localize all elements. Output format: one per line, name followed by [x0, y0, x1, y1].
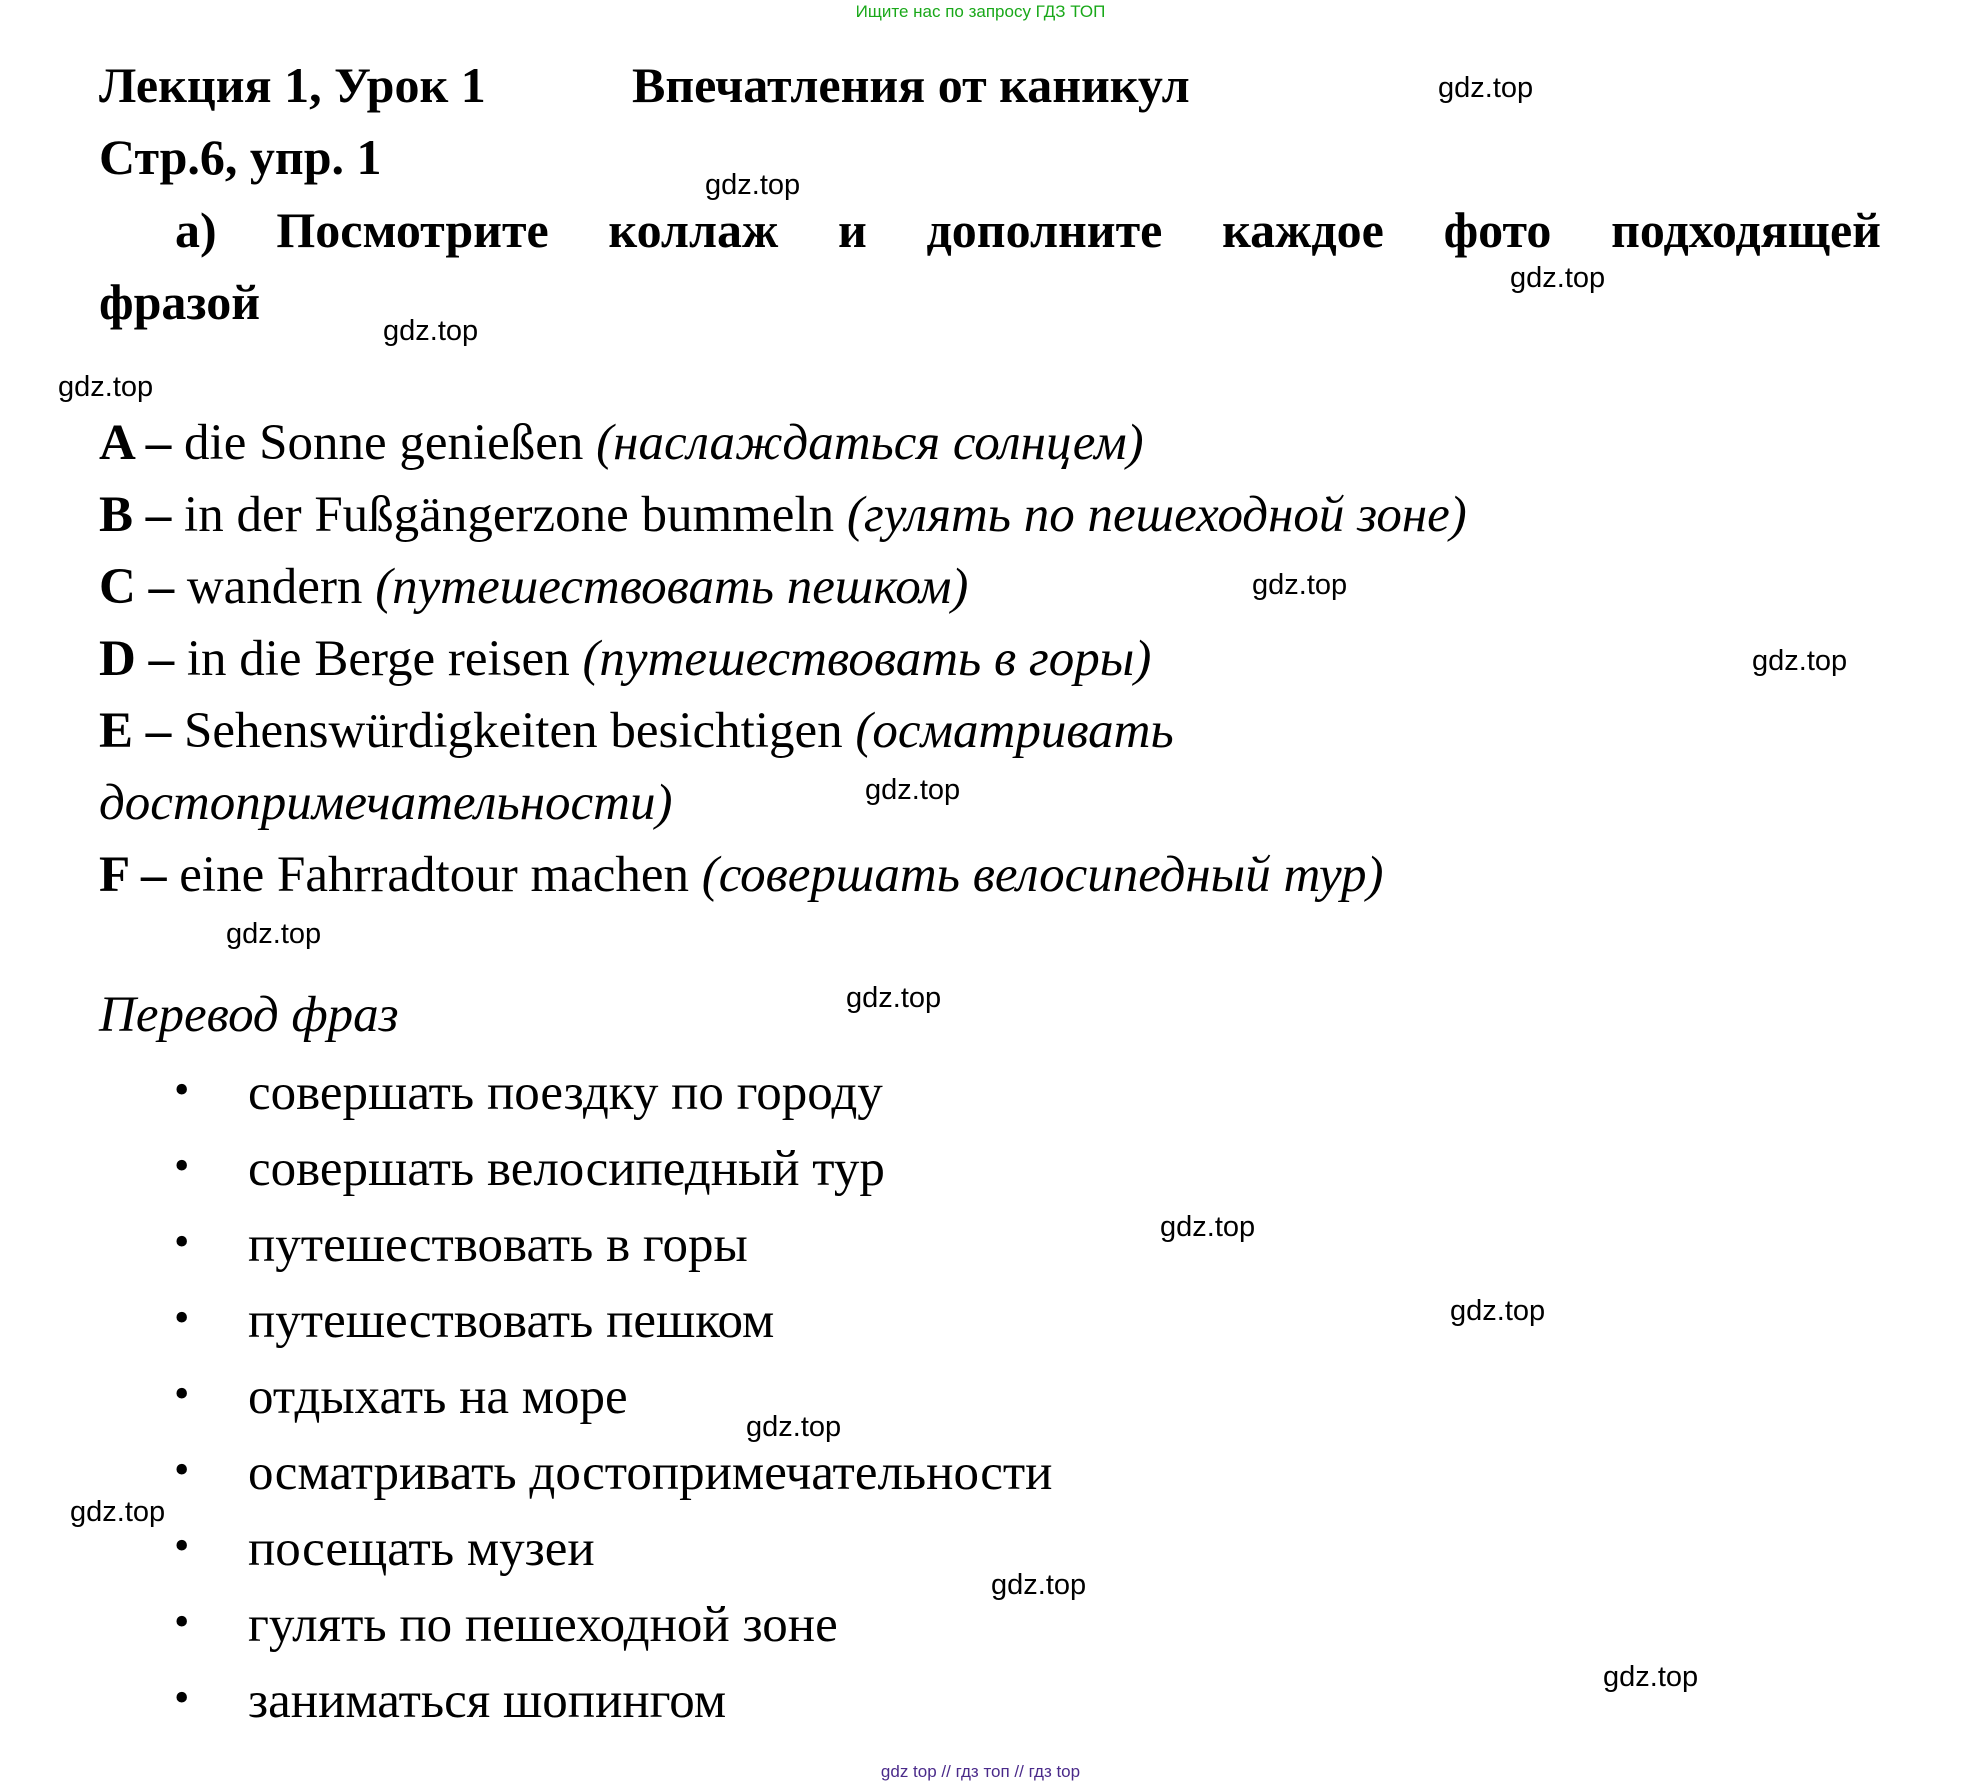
- phrase-german: die Sonne genießen: [171, 415, 597, 471]
- phrase-russian: (наслаждаться солнцем): [596, 415, 1144, 471]
- bullet-icon: •: [174, 1217, 190, 1266]
- phrase-russian: (осматривать: [855, 703, 1174, 759]
- phrase-german: Sehenswürdigkeiten besichtigen: [171, 703, 856, 759]
- translation-title: Перевод фраз: [99, 987, 399, 1043]
- phrase-german: in die Berge reisen: [174, 631, 583, 687]
- bullet-icon: •: [174, 1597, 190, 1646]
- bullet-icon: •: [174, 1673, 190, 1722]
- lecture-title: Лекция 1, Урок 1: [99, 57, 486, 113]
- phrase-german: wandern: [174, 559, 376, 615]
- phrase-russian: (совершать велосипедный тур): [701, 847, 1384, 903]
- phrase-russian: (гулять по пешеходной зоне): [846, 487, 1467, 543]
- bullet-icon: •: [174, 1141, 190, 1190]
- task-line-2: фразой: [99, 274, 261, 330]
- watermark: gdz.top: [865, 774, 961, 806]
- bullet-icon: •: [174, 1521, 190, 1570]
- phrase-d: [99, 630, 1151, 688]
- phrase-e: [99, 702, 1174, 760]
- watermark: gdz.top: [1160, 1211, 1256, 1243]
- page-reference: Стр.6, упр. 1: [99, 129, 382, 185]
- topic-title: Впечатления от каникул: [632, 57, 1190, 113]
- bullet-icon: •: [174, 1293, 190, 1342]
- watermark: gdz.top: [1252, 569, 1348, 601]
- phrase-german: in der Fußgängerzone bummeln: [171, 487, 847, 543]
- phrase-a: [99, 414, 1144, 472]
- phrase-letter: E –: [99, 703, 172, 759]
- phrase-russian-continued: достопримечательности): [99, 775, 673, 831]
- phrase-letter: F –: [99, 847, 167, 903]
- watermark: gdz.top: [991, 1569, 1087, 1601]
- watermark: gdz.top: [1752, 645, 1848, 677]
- top-banner: Ищите нас по запросу ГДЗ ТОП: [855, 2, 1106, 21]
- task-instruction: [99, 194, 1881, 338]
- bottom-banner: gdz top // гдз топ // гдз top: [880, 1762, 1081, 1781]
- bullet-icon: •: [174, 1445, 190, 1494]
- watermark: gdz.top: [705, 169, 801, 201]
- phrase-letter: A –: [99, 415, 172, 471]
- watermark: gdz.top: [746, 1411, 842, 1443]
- phrase-letter: B –: [99, 487, 172, 543]
- bullet-icon: •: [174, 1369, 190, 1418]
- phrase-letter: D –: [99, 631, 175, 687]
- watermark: gdz.top: [1438, 72, 1534, 104]
- watermark: gdz.top: [1450, 1295, 1546, 1327]
- task-line-1: а) Посмотрите коллаж и дополните каждое фото подходящей: [175, 202, 1881, 258]
- phrase-f: [99, 846, 1383, 904]
- watermark: gdz.top: [846, 982, 942, 1014]
- watermark: gdz.top: [70, 1496, 166, 1528]
- phrase-c: [99, 558, 968, 616]
- watermark: gdz.top: [226, 918, 322, 950]
- phrase-russian: (путешествовать в горы): [582, 631, 1152, 687]
- phrase-russian: (путешествовать пешком): [375, 559, 969, 615]
- phrase-e-continued: [99, 774, 673, 832]
- phrase-b: [99, 486, 1467, 544]
- watermark: gdz.top: [1603, 1661, 1699, 1693]
- watermark: gdz.top: [383, 315, 479, 347]
- watermark: gdz.top: [1510, 262, 1606, 294]
- phrase-letter: C –: [99, 559, 175, 615]
- bullet-icon: •: [174, 1065, 190, 1114]
- phrase-german: eine Fahrradtour machen: [166, 847, 702, 903]
- watermark: gdz.top: [58, 371, 154, 403]
